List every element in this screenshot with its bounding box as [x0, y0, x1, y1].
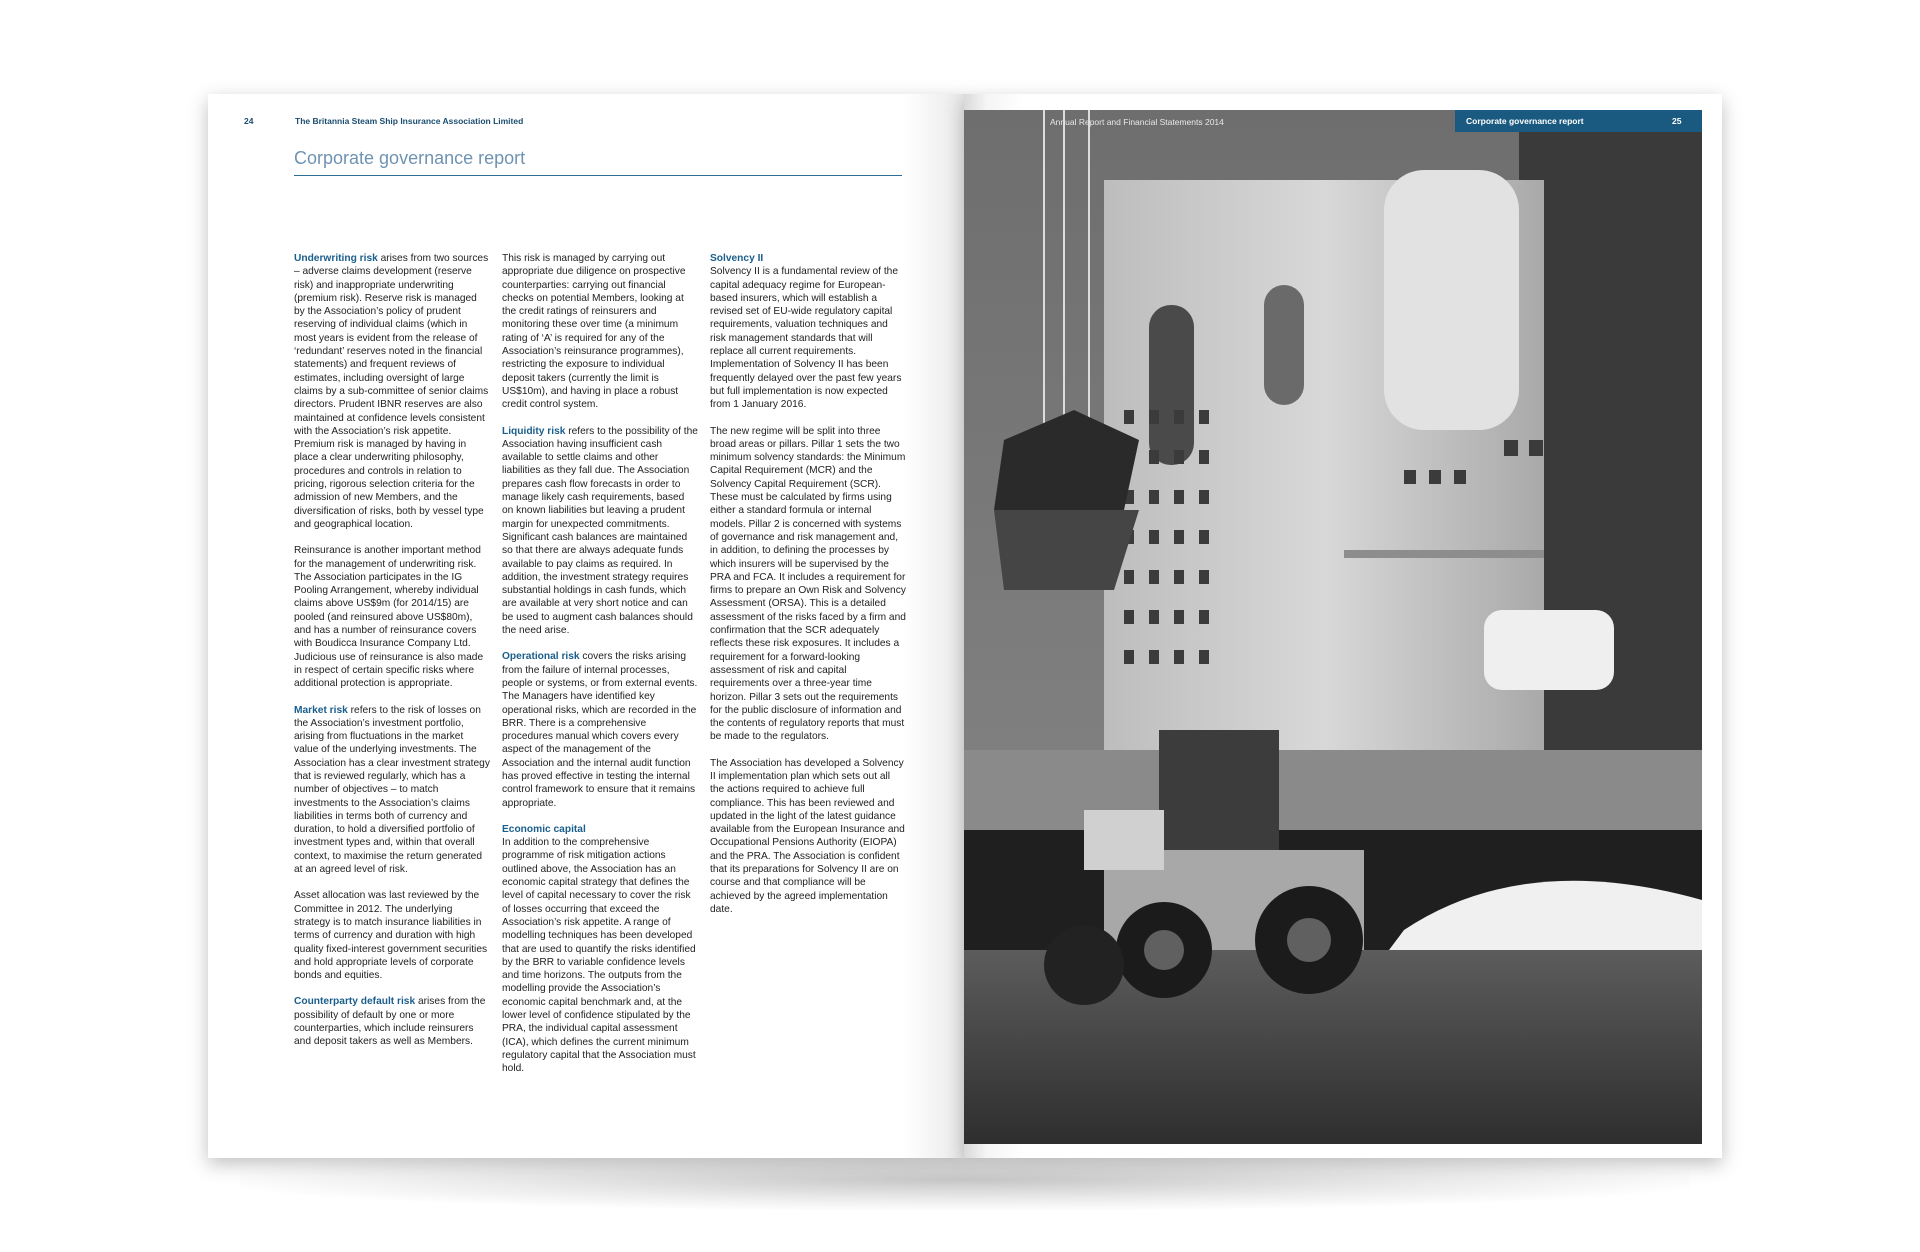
underwriting-risk-paragraph: [294, 252, 490, 531]
economic-capital-text: In addition to the comprehensive programme of risk mitigation actions outlined above, the Association has an economic capital strategy that defines the level of capital necessary to cover the risk of losses occurring that exceed the Association’s risk appetite. A range of modelling techniques has been developed that are used to quantify the risks identified by the BRR to variable confidence levels and time horizons. The outputs from the modelling provide the Association’s economic capital benchmark and, at the lower level of confidence stipulated by the PRA, the individual capital assessment (ICA), which defines the current minimum regulatory capital that the Association must hold.: [502, 837, 696, 1075]
liquidity-risk-paragraph: [502, 425, 698, 638]
solvency-ii-heading: Solvency II: [710, 253, 764, 264]
solvency-ii-paragraph: [710, 252, 906, 412]
operational-risk-text: covers the risks arising from the failure of internal processes, people or systems, or from external events. The Managers have identified key operational risks, which are recorded in the BRR. There is a comprehensive procedures manual which covers every aspect of the management of the Association and the internal audit function has proved effective in testing the internal control framework to ensure that it remains appropriate.: [502, 651, 698, 809]
liquidity-risk-text: refers to the possibility of the Association having insufficient cash available to settle claims and other liabilities as they fall due. The Association prepares cash flow forecasts in order to manage likely cash requirements, based on known liabilities but leaving a prudent margin for unexpected commitments. Significant cash balances are maintained so that there are always adequate funds available to pay claims as required. In addition, the investment strategy requires substantial holdings in cash funds, which are available at very short notice and can be used to augment cash balances should the need arise.: [502, 425, 698, 637]
economic-capital-heading: Economic capital: [502, 823, 586, 835]
underwriting-risk-heading: Underwriting risk: [294, 253, 378, 264]
counterparty-risk-paragraph: [294, 995, 490, 1048]
publisher-name: The Britannia Steam Ship Insurance Association Limited: [295, 116, 524, 126]
operational-risk-paragraph: [502, 650, 698, 810]
liquidity-risk-heading: Liquidity risk: [502, 425, 566, 437]
page-number-left: 24: [244, 116, 254, 126]
counterparty-risk-text: arises from the possibility of default by one or more counterparties, which include reinsurers and deposit takers as well as Members.: [294, 996, 486, 1048]
market-risk-paragraph: [294, 704, 490, 877]
market-risk-text: refers to the risk of losses on the Association’s investment portfolio, arising from fluctuations in the market value of the underlying investments. The Association has a clear investment strategy that is reviewed regularly, which has a number of objectives – to match investments to the Association’s claims liabilities in terms both of currency and duration, to hold a diversified portfolio of investment types and, within that overall context, to maximise the return generated at an agreed level of risk.: [294, 704, 490, 876]
implementation-plan-paragraph: The Association has developed a Solvency II implementation plan which sets out all the actions required to achieve full compliance. This has been reviewed and updated in the light of the latest guidance available from the European Insurance and Occupational Pensions Authority (EIOPA) and the PRA. The Association is confident that its preparations for Solvency II are on course and that compliance will be achieved by the agreed implementation date.: [710, 757, 905, 915]
ship-photo-illustration: [964, 110, 1702, 1144]
annual-report-running-head: Annual Report and Financial Statements 2014: [1050, 117, 1224, 127]
ship-loading-photo: [964, 110, 1702, 1144]
page-title: Corporate governance report: [294, 148, 902, 176]
section-tab-label: Corporate governance report: [1466, 116, 1584, 126]
underwriting-risk-text: arises from two sources – adverse claims development (reserve risk) and inappropriate underwriting (premium risk). Reserve risk is managed by the Association’s policy of prudent reserving of individual claims (which in most years is evident from the release of ‘redundant’ reserves noted in the financial statements) and frequent reviews of estimates, including oversight of large claims by a sub-committee of senior claims directors. Prudent IBNR reserves are also maintained at confidence levels consistent with the Association’s risk appetite. Premium risk is managed by having in place a clear underwriting philosophy, procedures and controls in relation to pricing, rigorous selection criteria for the admission of new Members, and the diversification of risks, both by vessel type and geographical location.: [294, 253, 489, 530]
pillars-paragraph: The new regime will be split into three broad areas or pillars. Pillar 1 sets the two minimum solvency standards: the Minimum Capital Requirement (MCR) and the Solvency Capital Requirement (SCR). These must be calculated by firms using either a standard formula or internal models. Pillar 2 is concerned with systems of governance and risk management and, in addition, to defining the processes by which insurers will be supervised by the PRA and FCA. It includes a requirement for firms to prepare an Own Risk and Solvency Assessment (ORSA). This is a detailed assessment of the risks faced by a firm and confirmation that the SCR adequately reflects these risk exposures. It includes a requirement for a forward-looking assessment of risk and capital requirements over a three-year time horizon. Pillar 3 sets out the requirements for the public disclosure of information and the contents of regulatory reports that must be made to the regulators.: [710, 425, 906, 743]
reinsurance-paragraph: Reinsurance is another important method for the management of underwriting risk. The Association participates in the IG Pooling Arrangement, whereby individual claims above US$9m (for 2014/15) are pooled (and reinsured above US$80m), and has a number of reinsurance covers with Boudicca Insurance Company Ltd. Judicious use of reinsurance is also made in respect of certain specific risks where additional protection is appropriate.: [294, 545, 484, 690]
text-column-3: [710, 252, 906, 929]
economic-capital-paragraph: [502, 823, 698, 1076]
text-column-2: [502, 252, 698, 1089]
operational-risk-heading: Operational risk: [502, 651, 580, 663]
text-column-1: [294, 252, 490, 1062]
counterparty-management-paragraph: This risk is managed by carrying out appropriate due diligence on prospective counterparties: carrying out financial checks on potential Members, looking at the credit ratings of reinsurers and monitoring these over time (a minimum rating of ‘A’ is required for any of the Association’s reinsurance programmes), restricting the exposure to individual deposit takers (currently the limit is US$10m), and having in place a robust credit control system.: [502, 253, 686, 411]
solvency-ii-text: Solvency II is a fundamental review of the capital adequacy regime for European-based insurers, which will establish a revised set of EU-wide regulatory capital requirements, valuation techniques and risk management standards that will replace all current requirements. Implementation of Solvency II has been frequently delayed over the past few years but full implementation is now expected from 1 January 2016.: [710, 266, 902, 411]
brochure-shadow: [240, 1150, 1690, 1210]
asset-allocation-paragraph: Asset allocation was last reviewed by the Committee in 2012. The underlying strategy is to match insurance liabilities in terms of currency and duration with high quality fixed-interest government securities and hold appropriate levels of corporate bonds and equities.: [294, 890, 488, 982]
counterparty-risk-heading: Counterparty default risk: [294, 996, 416, 1008]
page-number-right: 25: [1672, 116, 1682, 126]
market-risk-heading: Market risk: [294, 704, 348, 716]
